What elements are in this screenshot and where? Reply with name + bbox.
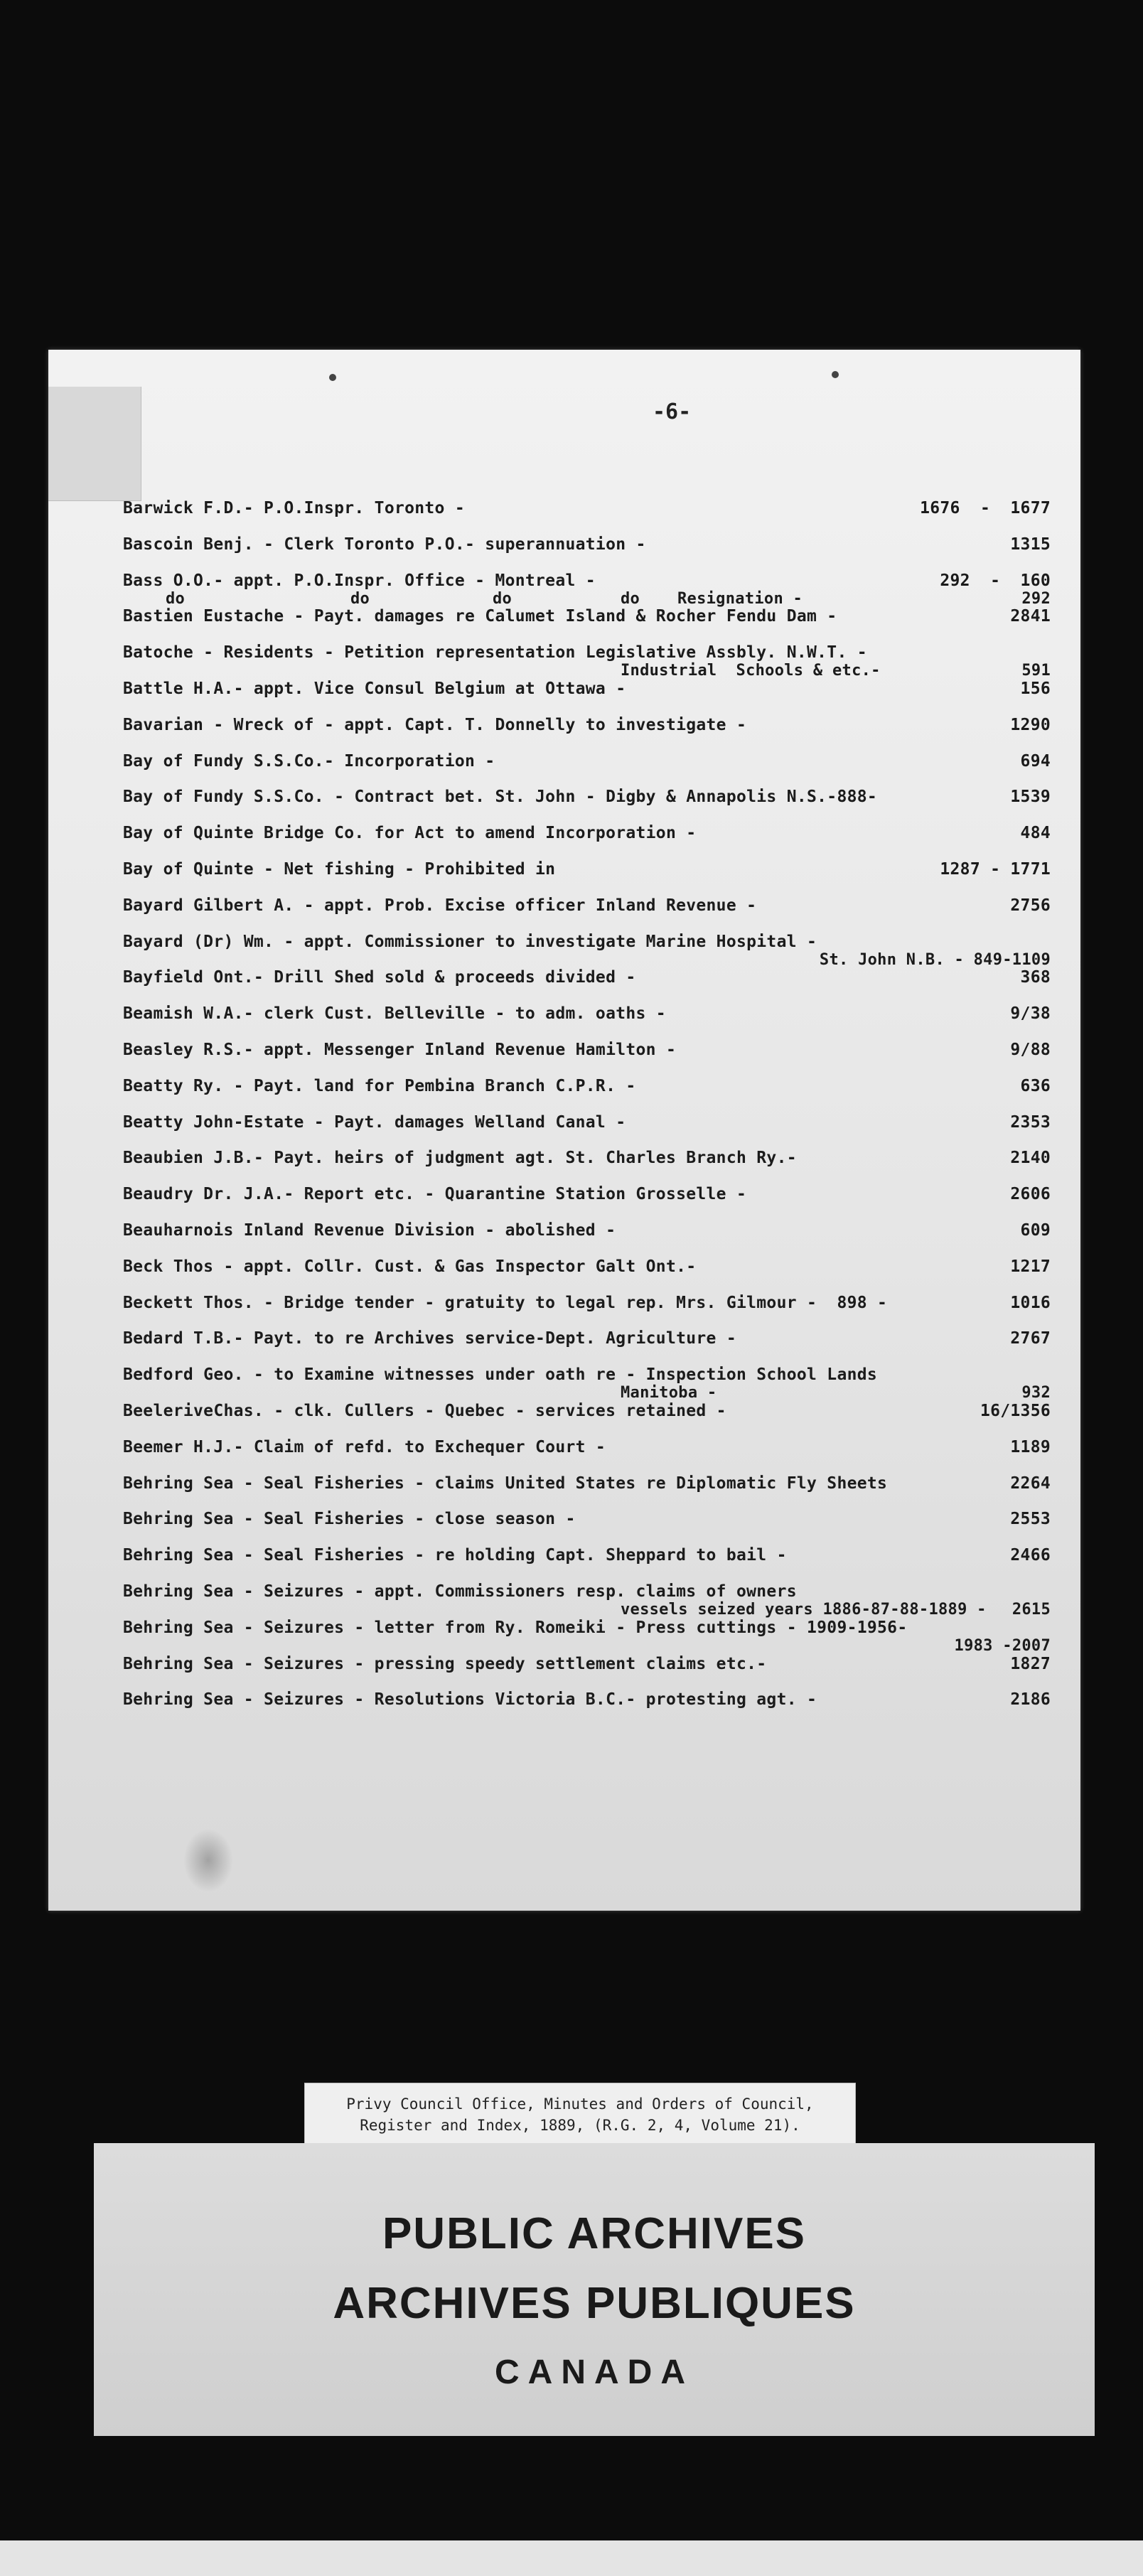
entry-continuation: Industrial Schools & etc.- <box>621 662 881 680</box>
entry-reference: 1676 - 1677 <box>920 499 1051 517</box>
entry-text: Beckett Thos. - Bridge tender - gratuity to legal rep. Mrs. Gilmour - 898 - <box>123 1294 888 1312</box>
entry-reference: 2466 <box>1010 1546 1051 1565</box>
torn-corner <box>48 387 141 501</box>
pin-hole <box>832 371 839 378</box>
entry-text: Battle H.A.- appt. Vice Consul Belgium at Ottawa - <box>123 680 626 698</box>
entry-reference: 1315 <box>1010 535 1051 554</box>
index-entry <box>123 571 1051 608</box>
index-entry <box>123 1149 1051 1177</box>
index-entry <box>123 1004 1051 1033</box>
entry-reference: 9/38 <box>1010 1004 1051 1023</box>
entry-text: Bayard Gilbert A. - appt. Prob. Excise officer Inland Revenue - <box>123 896 757 915</box>
entry-reference: 1217 <box>1010 1257 1051 1276</box>
entry-reference: 2756 <box>1010 896 1051 915</box>
entry-continuation: St. John N.B. - 849-1109 <box>819 951 1051 969</box>
entry-reference: 1016 <box>1010 1294 1051 1312</box>
entry-text: Bascoin Benj. - Clerk Toronto P.O.- superannuation - <box>123 535 646 554</box>
entry-continuation-reference: 2615 <box>1011 1601 1051 1619</box>
index-entry <box>123 1221 1051 1250</box>
entry-text: Behring Sea - Seizures - appt. Commissioners resp. claims of owners <box>123 1582 797 1601</box>
entry-text: Bass O.O.- appt. P.O.Inspr. Office - Montreal - <box>123 571 596 590</box>
index-page <box>48 350 1080 1911</box>
index-entry <box>123 896 1051 925</box>
index-entry <box>123 1402 1051 1430</box>
entry-reference: 2606 <box>1010 1185 1051 1203</box>
index-entry <box>123 535 1051 564</box>
source-caption <box>304 2083 856 2147</box>
index-entry <box>123 1438 1051 1466</box>
entry-reference: 2264 <box>1010 1474 1051 1493</box>
index-entry <box>123 1294 1051 1322</box>
entry-reference: 1287 - 1771 <box>940 860 1051 879</box>
entry-text: Beaudry Dr. J.A.- Report etc. - Quarantine Station Grosselle - <box>123 1185 747 1203</box>
entry-text: Barwick F.D.- P.O.Inspr. Toronto - <box>123 499 466 517</box>
index-entry <box>123 607 1051 635</box>
entry-text: Bayard (Dr) Wm. - appt. Commissioner to investigate Marine Hospital - <box>123 933 817 951</box>
entry-text: Behring Sea - Seal Fisheries - close season - <box>123 1510 576 1528</box>
entry-reference: 484 <box>1020 824 1051 842</box>
entry-reference: 1290 <box>1010 716 1051 734</box>
entry-reference: 1539 <box>1010 788 1051 806</box>
entry-text: Batoche - Residents - Petition representation Legislative Assbly. N.W.T. - <box>123 643 867 662</box>
entry-text: Beasley R.S.- appt. Messenger Inland Revenue Hamilton - <box>123 1041 677 1059</box>
index-entry <box>123 824 1051 852</box>
caption-line-1: Privy Council Office, Minutes and Orders of Council, <box>346 2095 814 2113</box>
entry-text: Behring Sea - Seal Fisheries - claims United States re Diplomatic Fly Sheets <box>123 1474 888 1493</box>
entry-text: Beck Thos - appt. Collr. Cust. & Gas Inspector Galt Ont.- <box>123 1257 697 1276</box>
entry-reference: 1827 <box>1010 1655 1051 1673</box>
entry-text: Beauharnois Inland Revenue Division - abolished - <box>123 1221 616 1240</box>
entry-text: Behring Sea - Seal Fisheries - re holding Capt. Sheppard to bail - <box>123 1546 787 1565</box>
entry-reference: 2186 <box>1010 1690 1051 1709</box>
entry-reference: 2353 <box>1010 1113 1051 1132</box>
ditto-mark: do <box>621 590 640 608</box>
index-entry <box>123 1619 1051 1655</box>
entry-reference: 368 <box>1020 968 1051 987</box>
entry-continuation-reference: 591 <box>1021 662 1051 680</box>
index-entry <box>123 1690 1051 1719</box>
index-entry <box>123 680 1051 708</box>
caption-line-2: Register and Index, 1889, (R.G. 2, 4, Volume 21). <box>360 2117 800 2134</box>
index-entry <box>123 1655 1051 1683</box>
entry-text: Beatty John-Estate - Payt. damages Welland Canal - <box>123 1113 626 1132</box>
entry-reference: 292 - 160 <box>940 571 1051 590</box>
archives-country: CANADA <box>495 2354 694 2391</box>
index-entry <box>123 1365 1051 1402</box>
index-entry <box>123 1257 1051 1286</box>
entry-text: Bay of Quinte Bridge Co. for Act to amend Incorporation - <box>123 824 697 842</box>
index-entry <box>123 1077 1051 1105</box>
index-entry <box>123 716 1051 744</box>
entry-text: Beamish W.A.- clerk Cust. Belleville - to adm. oaths - <box>123 1004 666 1023</box>
entry-reference: 609 <box>1020 1221 1051 1240</box>
entry-text: Behring Sea - Seizures - Resolutions Victoria B.C.- protesting agt. - <box>123 1690 817 1709</box>
entry-text: Bedford Geo. - to Examine witnesses under oath re - Inspection School Lands <box>123 1365 878 1384</box>
index-entry <box>123 968 1051 997</box>
ditto-mark: do <box>166 590 186 608</box>
index-entry <box>123 1474 1051 1503</box>
entry-text: BeeleriveChas. - clk. Cullers - Quebec - services retained - <box>123 1402 726 1420</box>
entry-reference: 156 <box>1020 680 1051 698</box>
entry-reference: 2841 <box>1010 607 1051 626</box>
index-entry <box>123 1546 1051 1574</box>
entry-text: Bay of Quinte - Net fishing - Prohibited in <box>123 860 556 879</box>
entry-reference: 2140 <box>1010 1149 1051 1167</box>
index-entry <box>123 788 1051 816</box>
archives-label-card <box>94 2143 1095 2436</box>
entry-continuation: Resignation - <box>677 590 803 608</box>
archives-title-french: ARCHIVES PUBLIQUES <box>333 2279 856 2328</box>
entry-reference: 2553 <box>1010 1510 1051 1528</box>
entry-text: Beaubien J.B.- Payt. heirs of judgment agt. St. Charles Branch Ry.- <box>123 1149 797 1167</box>
entry-text: Bastien Eustache - Payt. damages re Calumet Island & Rocher Fendu Dam - <box>123 607 837 626</box>
entry-text: Bavarian - Wreck of - appt. Capt. T. Donnelly to investigate - <box>123 716 747 734</box>
index-entry <box>123 860 1051 889</box>
entry-text: Behring Sea - Seizures - pressing speedy settlement claims etc.- <box>123 1655 767 1673</box>
entry-text: Bedard T.B.- Payt. to re Archives service-Dept. Agriculture - <box>123 1329 736 1348</box>
index-entry <box>123 1041 1051 1069</box>
ditto-mark: do <box>350 590 370 608</box>
entry-text: Behring Sea - Seizures - letter from Ry. Romeiki - Press cuttings - 1909-1956- <box>123 1619 908 1637</box>
page-number: -6- <box>653 399 692 424</box>
index-entry <box>123 752 1051 780</box>
entry-text: Bay of Fundy S.S.Co.- Incorporation - <box>123 752 495 771</box>
index-entry <box>123 643 1051 680</box>
entry-reference: 2767 <box>1010 1329 1051 1348</box>
entry-reference: 9/88 <box>1010 1041 1051 1059</box>
index-entry <box>123 1185 1051 1213</box>
index-entry <box>123 1329 1051 1358</box>
archives-title-english: PUBLIC ARCHIVES <box>382 2209 807 2258</box>
entry-continuation: vessels seized years 1886-87-88-1889 - <box>621 1601 987 1619</box>
entry-continuation: 1983 -2007 <box>954 1637 1051 1655</box>
entry-reference: 1189 <box>1010 1438 1051 1456</box>
entry-text: Bay of Fundy S.S.Co. - Contract bet. St. John - Digby & Annapolis N.S.-888- <box>123 788 878 806</box>
entry-continuation: Manitoba - <box>621 1384 717 1402</box>
entry-continuation-reference: 292 <box>1021 590 1051 608</box>
entry-reference: 694 <box>1020 752 1051 771</box>
entry-text: Beatty Ry. - Payt. land for Pembina Branch C.P.R. - <box>123 1077 636 1095</box>
index-entry <box>123 499 1051 527</box>
index-entry <box>123 1510 1051 1538</box>
smudge-mark <box>183 1828 233 1892</box>
entry-reference: 636 <box>1020 1077 1051 1095</box>
index-entry <box>123 933 1051 969</box>
scan-border <box>0 2540 1143 2576</box>
entry-continuation-reference: 932 <box>1021 1384 1051 1402</box>
entry-reference: 16/1356 <box>980 1402 1051 1420</box>
pin-hole <box>329 374 336 381</box>
index-entry <box>123 1582 1051 1619</box>
entry-text: Beemer H.J.- Claim of refd. to Exchequer Court - <box>123 1438 606 1456</box>
ditto-mark: do <box>493 590 513 608</box>
entry-text: Bayfield Ont.- Drill Shed sold & proceeds divided - <box>123 968 636 987</box>
index-entry <box>123 1113 1051 1142</box>
